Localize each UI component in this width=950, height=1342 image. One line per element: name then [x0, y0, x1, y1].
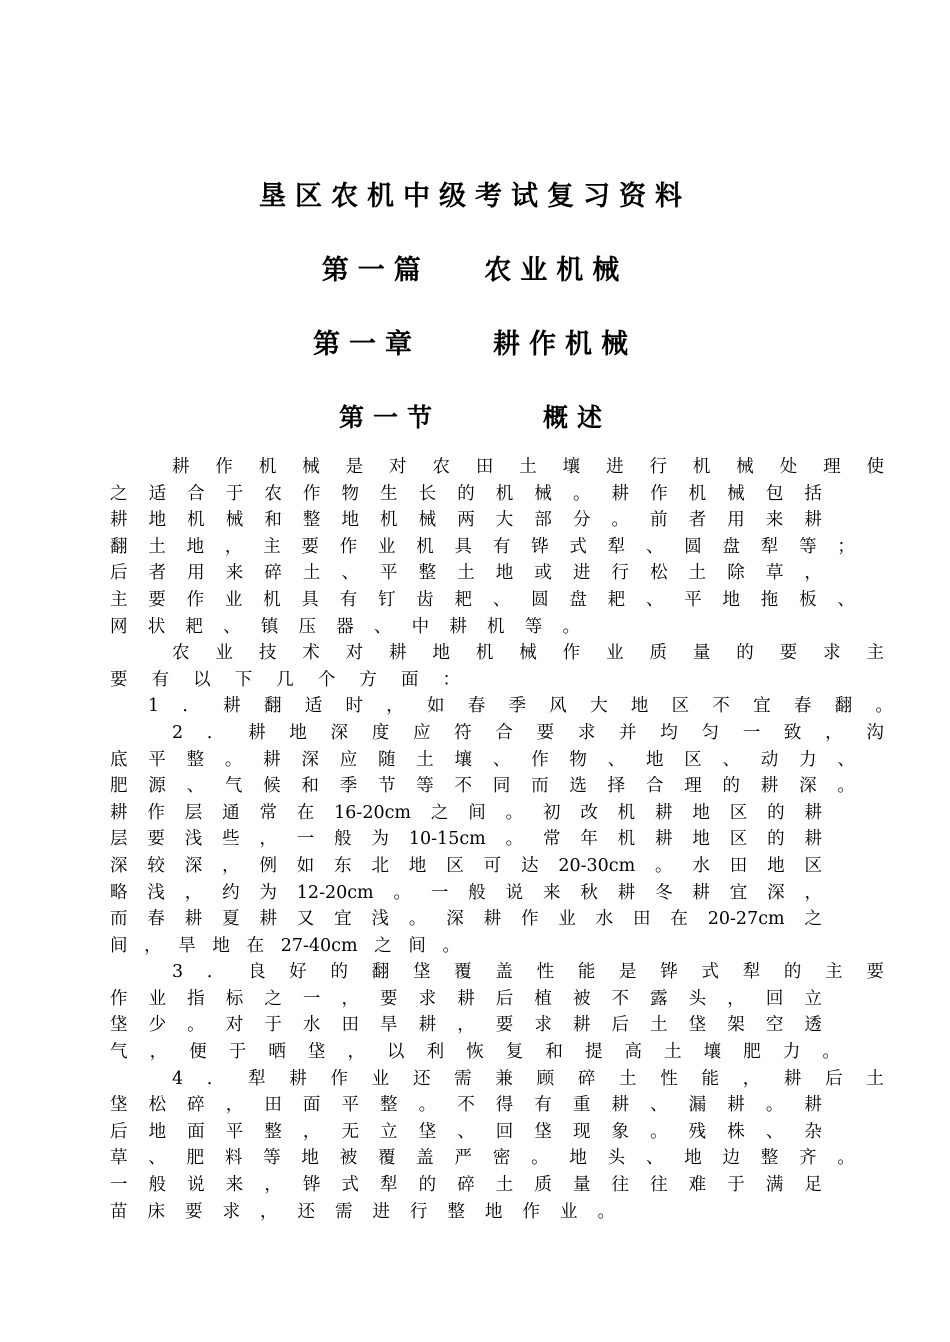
chapter-heading: 第一章 耕作机械 — [313, 329, 637, 360]
section-heading: 第一节 概述 — [338, 403, 611, 432]
text-line: 要 有 以 下 几 个 方 面 ： — [110, 669, 460, 690]
text-line: 主 要 作 业 机 具 有 钉 齿 耙 、 圆 盘 耙 、 平 地 拖 板 、 — [110, 589, 855, 610]
part-heading: 第一篇 农业机械 — [321, 255, 629, 286]
text-line: 一 般 说 来 ， 铧 式 犁 的 碎 土 质 量 往 往 难 于 满 足 — [110, 1175, 822, 1196]
text-line: 肥 源 、 气 候 和 季 节 等 不 同 而 选 择 合 理 的 耕 深 。 — [110, 776, 855, 797]
text-line: 深 较 深 ， 例 如 东 北 地 区 可 达 20-30cm 。 水 田 地 区 — [110, 855, 822, 876]
text-line: 2 ． 耕 地 深 度 应 符 合 要 求 并 均 匀 一 致 ， 沟 — [172, 722, 884, 743]
text-line: 耕 地 机 械 和 整 地 机 械 两 大 部 分 。 前 者 用 来 耕 — [110, 510, 822, 531]
text-line: 4 ． 犁 耕 作 业 还 需 兼 顾 碎 土 性 能 ， 耕 后 土 — [172, 1068, 884, 1089]
text-line: 后 者 用 来 碎 土 、 平 整 土 地 或 进 行 松 土 除 草 ， — [110, 563, 822, 584]
text-line: 3 ． 良 好 的 翻 垡 覆 盖 性 能 是 铧 式 犁 的 主 要 — [172, 962, 884, 983]
text-line: 略 浅 ， 约 为 12-20cm 。 一 般 说 来 秋 耕 冬 耕 宜 深 ， — [110, 882, 822, 903]
text-line: 草 、 肥 料 等 地 被 覆 盖 严 密 。 地 头 、 地 边 整 齐 。 — [110, 1148, 855, 1169]
text-line: 农 业 技 术 对 耕 地 机 械 作 业 质 量 的 要 求 主 — [172, 643, 884, 664]
text-line: 之 适 合 于 农 作 物 生 长 的 机 械 。 耕 作 机 械 包 括 — [110, 483, 822, 504]
text-line: 间 ， 旱 地 在 27-40cm 之 间 。 — [110, 935, 460, 956]
text-line: 1 ． 耕 翻 适 时 ， 如 春 季 风 大 地 区 不 宜 春 翻 。 — [148, 696, 893, 717]
text-line: 耕 作 层 通 常 在 16-20cm 之 间 。 初 改 机 耕 地 区 的 耕 — [110, 802, 822, 823]
text-line: 层 要 浅 些 ， 一 般 为 10-15cm 。 常 年 机 耕 地 区 的 耕 — [110, 829, 822, 850]
text-line: 底 平 整 。 耕 深 应 随 土 壤 、 作 物 、 地 区 、 动 力 、 — [110, 749, 855, 770]
text-line: 垡 松 碎 ， 田 面 平 整 。 不 得 有 重 耕 、 漏 耕 。 耕 — [110, 1095, 822, 1116]
text-line: 网 状 耙 、 镇 压 器 、 中 耕 机 等 。 — [110, 616, 580, 637]
text-line: 翻 土 地 ， 主 要 作 业 机 具 有 铧 式 犁 、 圆 盘 犁 等 ； — [110, 536, 855, 557]
text-line: 垡 少 。 对 于 水 田 旱 耕 ， 要 求 耕 后 土 垡 架 空 透 — [110, 1015, 822, 1036]
text-line: 耕 作 机 械 是 对 农 田 土 壤 进 行 机 械 处 理 使 — [172, 457, 884, 477]
text-line: 作 业 指 标 之 一 ， 要 求 耕 后 植 被 不 露 头 ， 回 立 — [110, 988, 822, 1009]
body-text — [110, 454, 893, 1225]
text-line: 后 地 面 平 整 ， 无 立 垡 、 回 垡 现 象 。 残 株 、 杂 — [110, 1121, 822, 1142]
document-title: 垦区农机中级考试复习资料 — [259, 181, 691, 212]
text-line: 气 ， 便 于 晒 垡 ， 以 利 恢 复 和 提 高 土 壤 肥 力 。 — [110, 1042, 840, 1063]
text-line: 而 春 耕 夏 耕 又 宜 浅 。 深 耕 作 业 水 田 在 20-27cm 之 — [110, 909, 822, 930]
text-line: 苗 床 要 求 ， 还 需 进 行 整 地 作 业 。 — [110, 1201, 615, 1222]
